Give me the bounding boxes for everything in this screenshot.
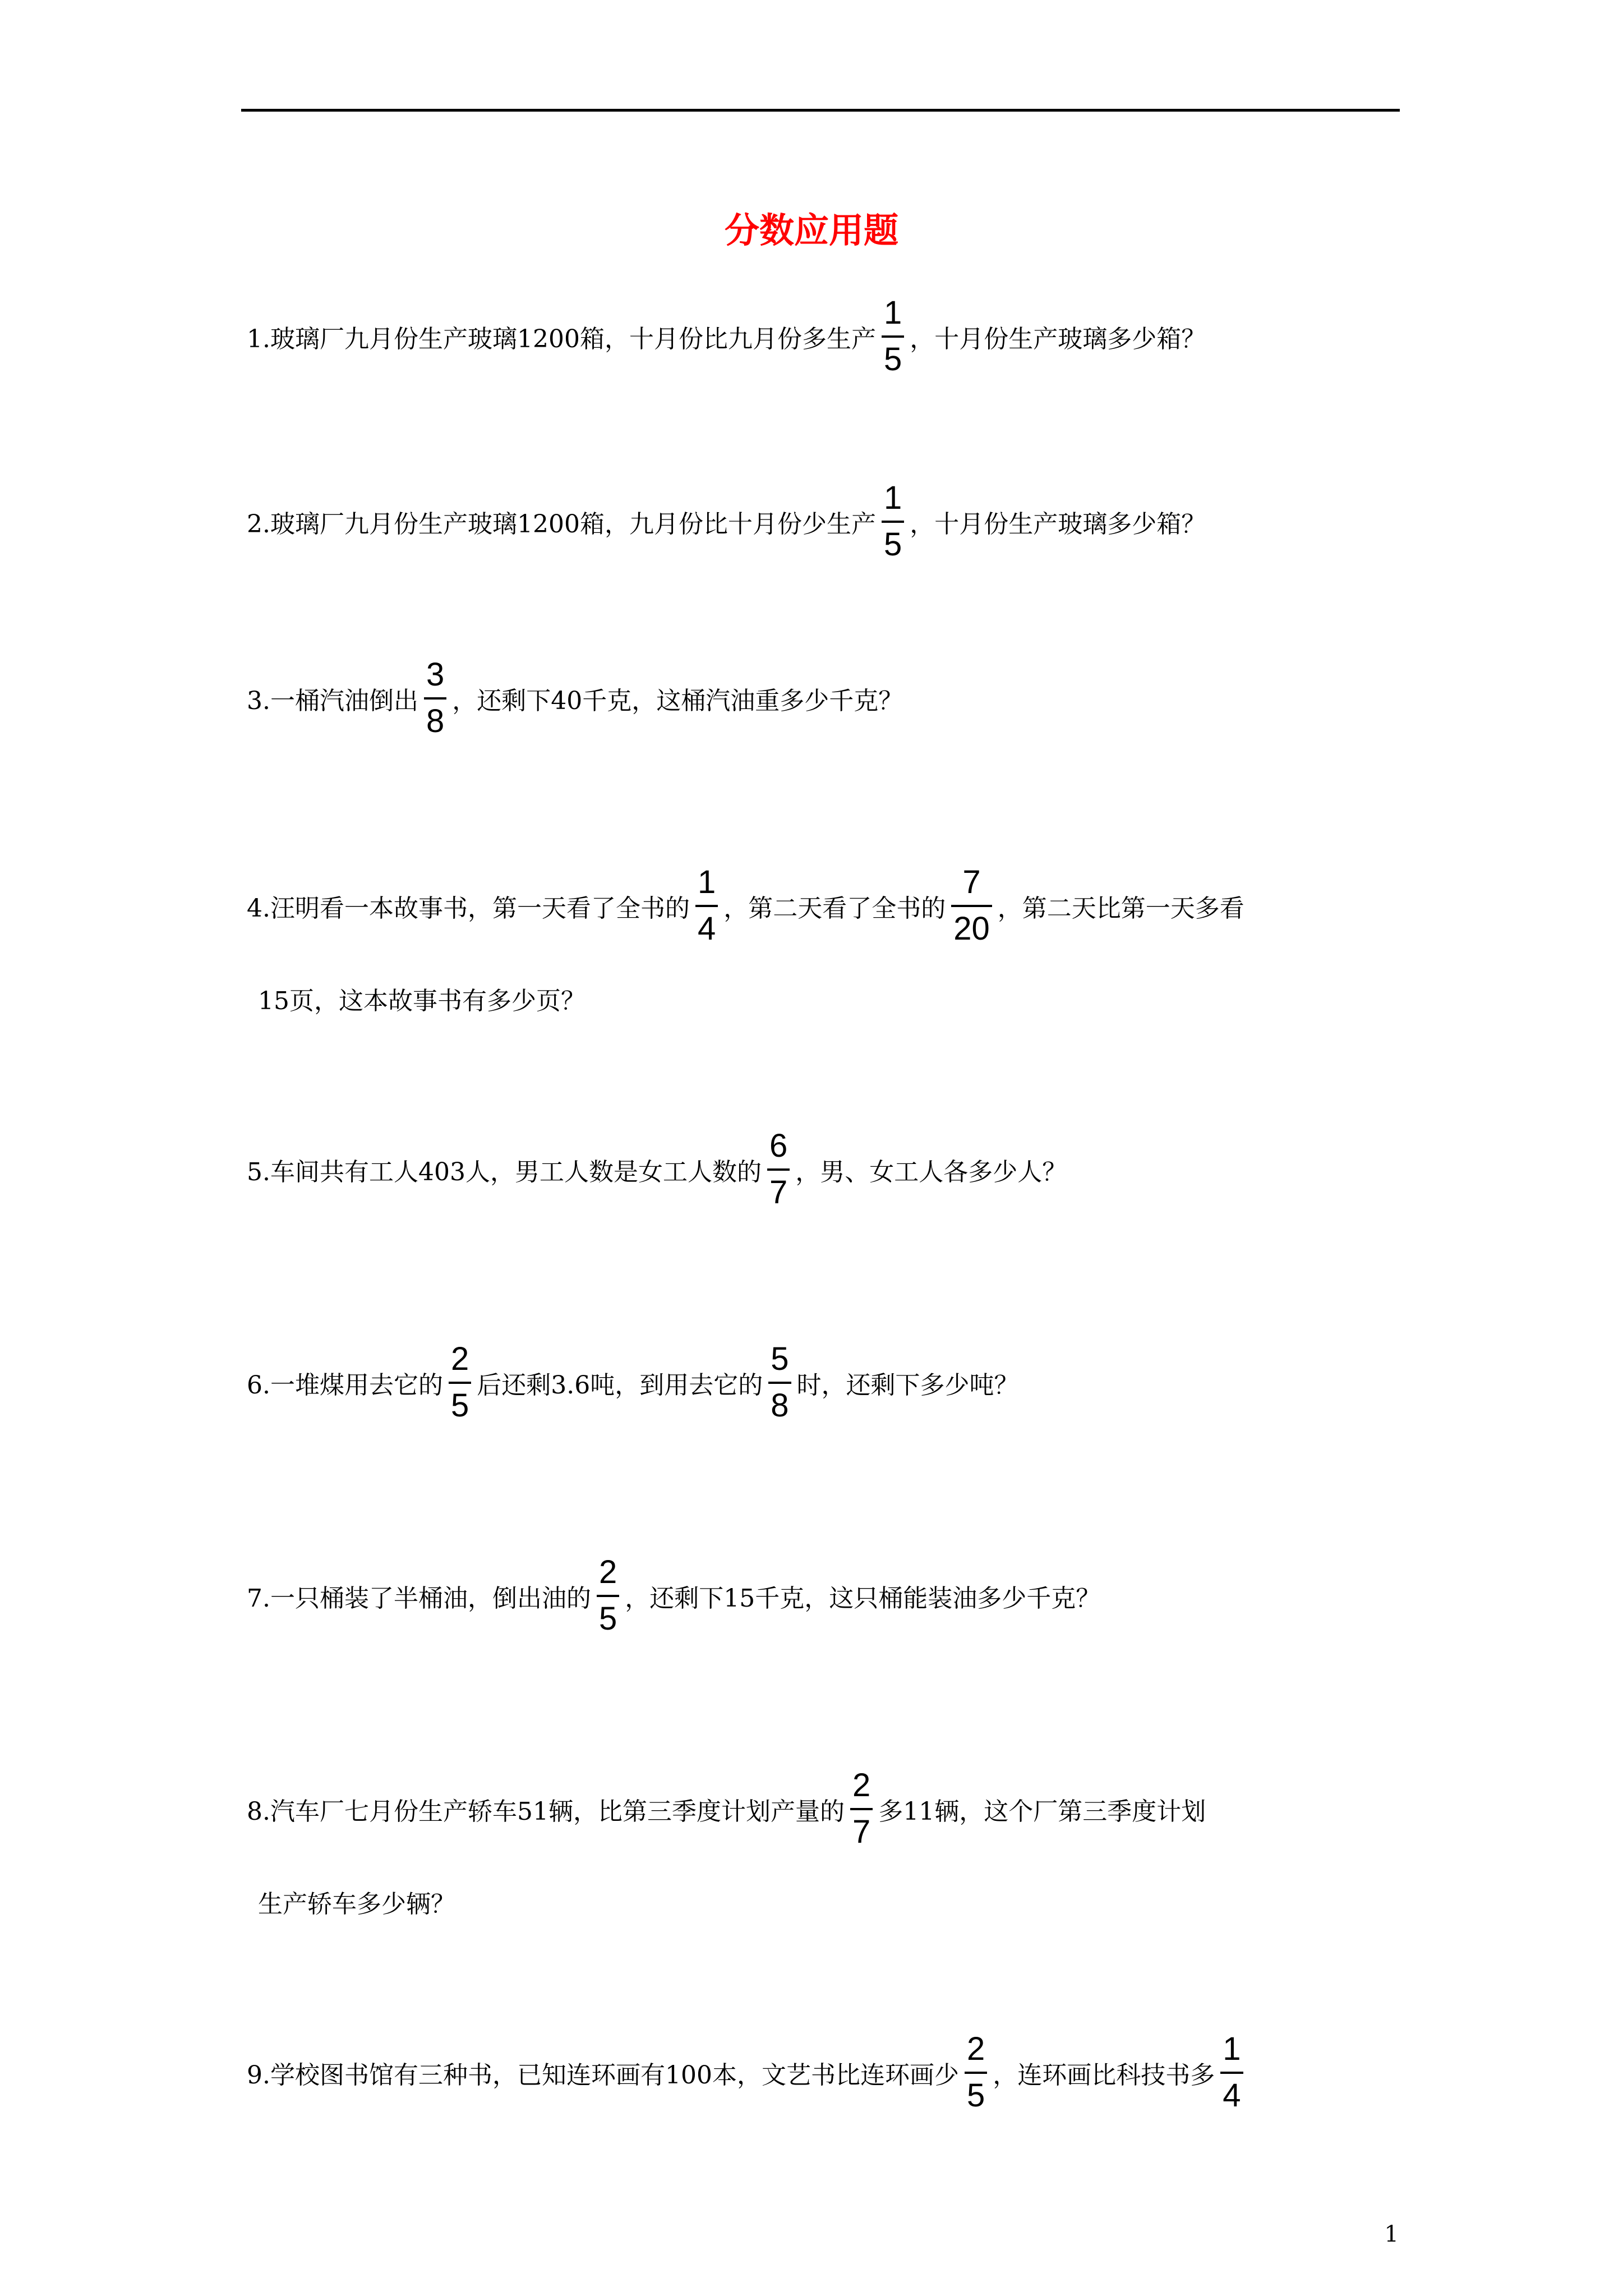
question-line	[247, 1335, 1396, 1430]
fraction-denominator: 4	[1223, 2077, 1241, 2114]
question-6	[247, 1335, 1396, 1430]
fraction	[882, 481, 904, 562]
fraction-numerator: 6	[769, 1128, 788, 1165]
fraction-bar	[882, 335, 904, 338]
fraction-bar	[449, 1382, 471, 1384]
fraction-numerator: 3	[426, 656, 445, 693]
question-text: 3.一桶汽油倒出	[247, 687, 418, 715]
question-text: ，还剩下40千克，这桶汽油重多少千克？	[452, 687, 903, 715]
question-text: ，男、女工人各多少人？	[795, 1158, 1067, 1186]
question-text: 9.学校图书馆有三种书，已知连环画有100本，文艺书比连环画少	[247, 2061, 959, 2090]
fraction	[695, 865, 718, 946]
header-rule	[241, 109, 1400, 112]
fraction-bar	[1220, 2072, 1243, 2074]
fraction	[965, 2032, 987, 2113]
question-line	[247, 1879, 1396, 1924]
fraction	[882, 296, 904, 377]
fraction-denominator: 5	[966, 2077, 985, 2114]
fraction-numerator: 2	[598, 1554, 617, 1591]
fraction-denominator: 5	[883, 526, 902, 563]
fraction-bar	[597, 1595, 619, 1597]
question-line	[247, 858, 1396, 954]
question-4	[247, 858, 1396, 1021]
question-line	[247, 474, 1396, 569]
question-text: ，十月份生产玻璃多少箱？	[910, 325, 1206, 353]
question-text: 6.一堆煤用去它的	[247, 1371, 443, 1400]
question-9	[247, 2025, 1396, 2120]
fraction-numerator: 1	[697, 864, 716, 901]
fraction-bar	[767, 1168, 790, 1171]
fraction-numerator: 2	[450, 1341, 469, 1378]
fraction	[767, 1129, 790, 1210]
fraction	[424, 657, 446, 739]
question-text: 15页，这本故事书有多少页？	[258, 987, 585, 1015]
question-line	[247, 1761, 1396, 1857]
fraction-numerator: 7	[962, 864, 981, 901]
fraction-bar	[850, 1808, 873, 1810]
question-text: 后还剩3.6吨，到用去它的	[477, 1371, 763, 1400]
fraction-numerator: 2	[966, 2031, 985, 2068]
question-text: 1.玻璃厂九月份生产玻璃1200箱，十月份比九月份多生产	[247, 325, 876, 353]
question-text: 时，还剩下多少吨？	[796, 1371, 1019, 1400]
fraction-denominator: 4	[697, 910, 716, 947]
page-title: 分数应用题	[724, 210, 898, 251]
fraction-bar	[882, 521, 904, 523]
question-text: 生产轿车多少辆？	[258, 1890, 455, 1918]
question-line	[247, 976, 1396, 1021]
question-2	[247, 474, 1396, 569]
fraction	[597, 1555, 619, 1636]
question-text: ，十月份生产玻璃多少箱？	[910, 510, 1206, 539]
question-3	[247, 651, 1396, 746]
question-text: ，还剩下15千克，这只桶能装油多少千克？	[625, 1584, 1101, 1613]
fraction-bar	[768, 1382, 791, 1384]
fraction	[768, 1342, 791, 1423]
question-text: 5.车间共有工人403人，男工人数是女工人数的	[247, 1158, 762, 1186]
fraction-denominator: 7	[769, 1174, 788, 1211]
fraction	[951, 865, 992, 946]
question-text: ，连环画比科技书多	[993, 2061, 1215, 2090]
fraction-bar	[965, 2072, 987, 2074]
fraction-bar	[951, 905, 992, 907]
page-number: 1	[1384, 2221, 1399, 2247]
question-line	[247, 1122, 1396, 1217]
fraction-denominator: 20	[953, 910, 990, 947]
question-line	[247, 1548, 1396, 1644]
question-5	[247, 1122, 1396, 1217]
question-line	[247, 289, 1396, 384]
fraction-denominator: 7	[852, 1814, 871, 1850]
question-text: 4.汪明看一本故事书，第一天看了全书的	[247, 894, 690, 923]
question-text: 8.汽车厂七月份生产轿车51辆，比第三季度计划产量的	[247, 1797, 845, 1826]
fraction-numerator: 1	[883, 480, 902, 517]
question-text: 多11辆，这个厂第三季度计划	[878, 1797, 1206, 1826]
fraction-bar	[424, 697, 446, 700]
fraction	[850, 1768, 873, 1849]
question-7	[247, 1548, 1396, 1644]
fraction	[449, 1342, 471, 1423]
fraction-numerator: 1	[1223, 2031, 1241, 2068]
fraction-denominator: 8	[771, 1387, 789, 1424]
question-text: 2.玻璃厂九月份生产玻璃1200箱，九月份比十月份少生产	[247, 510, 876, 539]
fraction	[1220, 2032, 1243, 2113]
fraction-denominator: 5	[598, 1600, 617, 1637]
fraction-denominator: 5	[450, 1387, 469, 1424]
fraction-numerator: 1	[883, 295, 902, 332]
fraction-bar	[695, 905, 718, 907]
question-1	[247, 289, 1396, 384]
question-text: ，第二天比第一天多看	[997, 894, 1244, 923]
question-text: ，第二天看了全书的	[723, 894, 946, 923]
fraction-denominator: 8	[426, 703, 445, 739]
fraction-numerator: 2	[852, 1767, 871, 1804]
fraction-numerator: 5	[771, 1341, 789, 1378]
question-line	[247, 651, 1396, 746]
question-8	[247, 1761, 1396, 1924]
fraction-denominator: 5	[883, 341, 902, 378]
question-line	[247, 2025, 1396, 2120]
question-text: 7.一只桶装了半桶油，倒出油的	[247, 1584, 591, 1613]
